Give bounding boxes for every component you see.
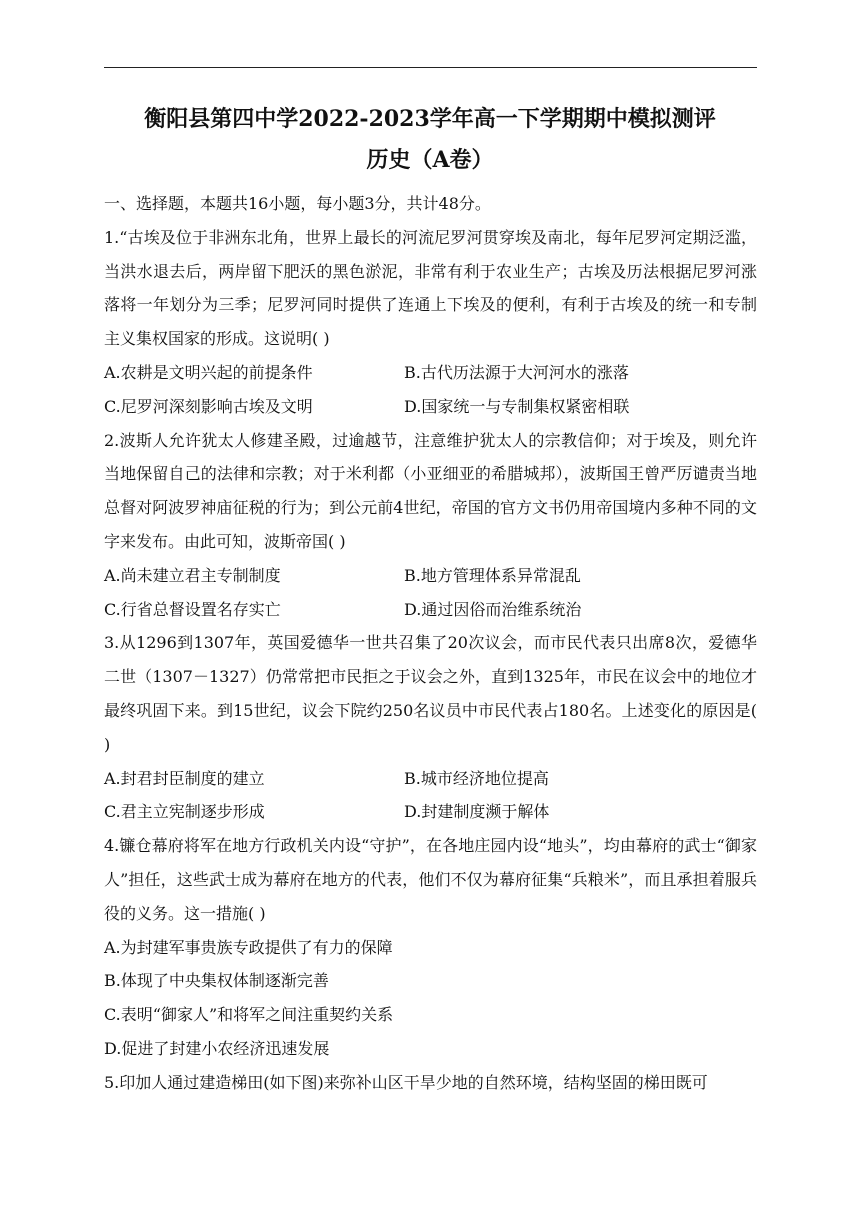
option-c: C.表明“御家人”和将军之间注重契约关系	[104, 1005, 394, 1025]
option-b: B.城市经济地位提高	[404, 768, 549, 788]
exam-content	[104, 187, 757, 1100]
question-2	[104, 424, 757, 627]
option-d: D.国家统一与专制集权紧密相联	[404, 396, 630, 416]
option-d: D.封建制度濒于解体	[404, 802, 550, 822]
option-b: B.体现了中央集权体制逐渐完善	[104, 971, 329, 991]
options-row	[104, 356, 757, 390]
options-row	[104, 559, 757, 593]
option-a: A.为封建军事贵族专政提供了有力的保障	[104, 937, 393, 957]
options-row	[104, 593, 757, 627]
exam-title: 衡阳县第四中学2022-2023学年高一下学期期中模拟测评	[144, 106, 716, 132]
option-b: B.古代历法源于大河河水的涨落	[404, 362, 629, 382]
option-a: A.农耕是文明兴起的前提条件	[104, 362, 313, 382]
option-d: D.促进了封建小农经济迅速发展	[104, 1038, 330, 1058]
question-stem: 2.波斯人允许犹太人修建圣殿，过逾越节，注意维护犹太人的宗教信仰；对于埃及，则允许当地保留自己的法律和宗教；对于米利都（小亚细亚的希腊城邦），波斯国王曾严厉谴责当地总督对阿波罗神庙征税的行为；到公元前4世纪，帝国的官方文书仍用帝国境内多种不同的文字来发布。由此可知，波斯帝国( )	[104, 430, 757, 551]
option-b: B.地方管理体系异常混乱	[404, 565, 581, 585]
option-a: A.尚未建立君主专制制度	[104, 565, 281, 585]
question-stem: 4.镰仓幕府将军在地方行政机关内设“守护”，在各地庄园内设“地头”，均由幕府的武士“御家人”担任，这些武士成为幕府在地方的代表，他们不仅为幕府征集“兵粮米”，而且承担着服兵役的义务。这一措施( )	[104, 836, 757, 923]
question-4	[104, 829, 757, 1066]
header-rule	[104, 67, 757, 68]
option-c: C.尼罗河深刻影响古埃及文明	[104, 396, 313, 416]
section-heading: 一、选择题，本题共16小题，每小题3分，共计48分。	[104, 194, 491, 213]
option-c: C.行省总督设置名存实亡	[104, 599, 281, 619]
options-row	[104, 795, 757, 829]
option-c: C.君主立宪制逐步形成	[104, 802, 265, 822]
exam-subtitle: 历史（A卷）	[366, 147, 494, 173]
question-stem: 1.“古埃及位于非洲东北角，世界上最长的河流尼罗河贯穿埃及南北，每年尼罗河定期泛滥，当洪水退去后，两岸留下肥沃的黑色淤泥，非常有利于农业生产；古埃及历法根据尼罗河涨落将一年划分为三季；尼罗河同时提供了连通上下埃及的便利，有利于古埃及的统一和专制主义集权国家的形成。这说明( )	[104, 227, 757, 349]
options-row	[104, 762, 757, 796]
question-5	[104, 1066, 757, 1100]
question-stem: 3.从1296到1307年，英国爱德华一世共召集了20次议会，而市民代表只出席8次，爱德华二世（1307－1327）仍常常把市民拒之于议会之外，直到1325年，市民在议会中的地位才最终巩固下来。到15世纪，议会下院约250名议员中市民代表占180名。上述变化的原因是( )	[104, 633, 757, 754]
options-row	[104, 390, 757, 424]
question-stem: 5.印加人通过建造梯田(如下图)来弥补山区干旱少地的自然环境，结构坚固的梯田既可	[104, 1072, 708, 1092]
option-d: D.通过因俗而治维系统治	[404, 599, 582, 619]
option-a: A.封君封臣制度的建立	[104, 768, 265, 788]
question-1	[104, 221, 757, 424]
question-3	[104, 626, 757, 829]
